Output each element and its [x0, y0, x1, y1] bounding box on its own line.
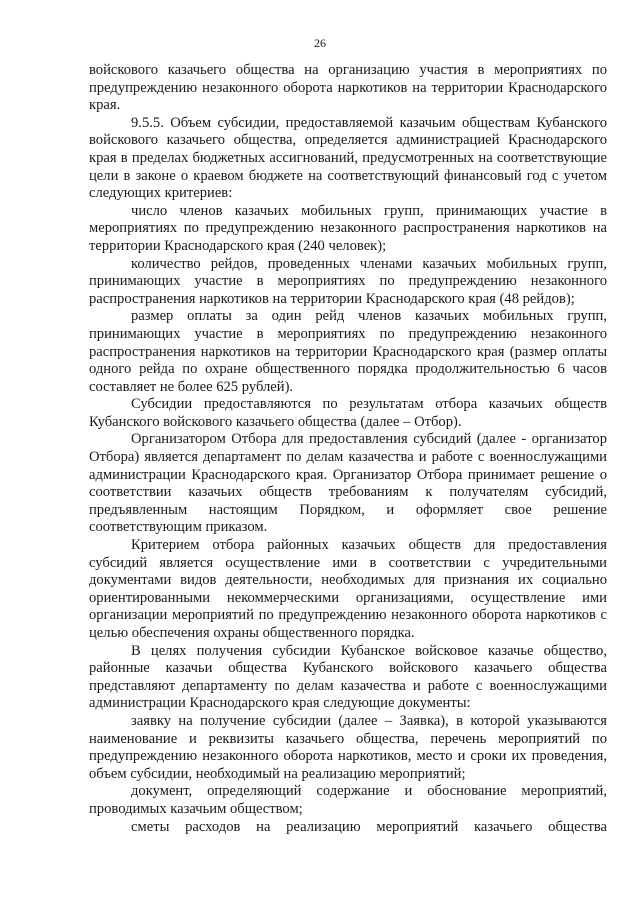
paragraph-document-content: документ, определяющий содержание и обоснование мероприятий, проводимых казачьим обществом; [89, 783, 607, 817]
paragraph-criterion-payment: размер оплаты за один рейд членов казачьих мобильных групп, принимающих участие в мероприятиях по предупреждению незаконного распространения наркотиков на территории Краснодарского края (размер оплаты одного рейда по охране общественного порядка продолжительностью 6 часов составляет не более 625 рублей). [89, 308, 607, 395]
paragraph-9-5-5: 9.5.5. Объем субсидии, предоставляемой казачьим обществам Кубанского войскового казачьего общества, определяется администрацией Краснодарского края в пределах бюджетных ассигнований, предусмотренных на соответствующие цели в законе о краевом бюджете на соответствующий финансовый год с учетом следующих критериев: [89, 114, 607, 202]
paragraph-continuation: войскового казачьего общества на организацию участия в мероприятиях по предупреждению незаконного оборота наркотиков на территории Краснодарского края. [89, 62, 607, 114]
paragraph-selection: Субсидии предоставляются по результатам отбора казачьих обществ Кубанского войскового казачьего общества (далее – Отбор). [89, 396, 607, 430]
paragraph-documents-intro: В целях получения субсидии Кубанское войсковое казачье общество, районные казачьи общества Кубанского войскового казачьего общества представляют департаменту по делам казачества и работе с военнослужащими администрации Краснодарского края следующие документы: [89, 642, 607, 712]
paragraph-organizer: Организатором Отбора для предоставления субсидий (далее - организатор Отбора) является департамент по делам казачества и работе с военнослужащими администрации Краснодарского края. Организатор Отбора принимает решение о соответствии казачьих обществ требованиям к получателям субсидий, предъявленным настоящим Порядком, и оформляет свое решение соответствующим приказом. [89, 431, 607, 536]
page-number: 26 [314, 36, 326, 50]
paragraph-criterion-raids: количество рейдов, проведенных членами казачьих мобильных групп, принимающих участие в мероприятиях по предупреждению незаконного распространения наркотиков на территории Краснодарского края (48 рейдов); [89, 255, 607, 307]
paragraph-selection-criterion: Критерием отбора районных казачьих обществ для предоставления субсидий является осуществление ими в соответствии с учредительными документами видов деятельности, необходимых для признания их социально ориентированными некоммерческими организациями, осуществление ими организации мероприятий по предупреждению незаконного оборота наркотиков с целью обеспечения охраны общественного порядка. [89, 537, 607, 641]
paragraph-estimates: сметы расходов на реализацию мероприятий казачьего общества [131, 818, 607, 835]
paragraph-criterion-members: число членов казачьих мобильных групп, принимающих участие в мероприятиях по предупреждению незаконного распространения наркотиков на территории Краснодарского края (240 человек); [89, 202, 607, 254]
paragraph-application: заявку на получение субсидии (далее – Заявка), в которой указываются наименование и реквизиты казачьего общества, перечень мероприятий по предупреждению незаконного оборота наркотиков, место и сроки их проведения, объем субсидии, необходимый на реализацию мероприятий; [89, 712, 607, 782]
document-body [89, 62, 607, 836]
